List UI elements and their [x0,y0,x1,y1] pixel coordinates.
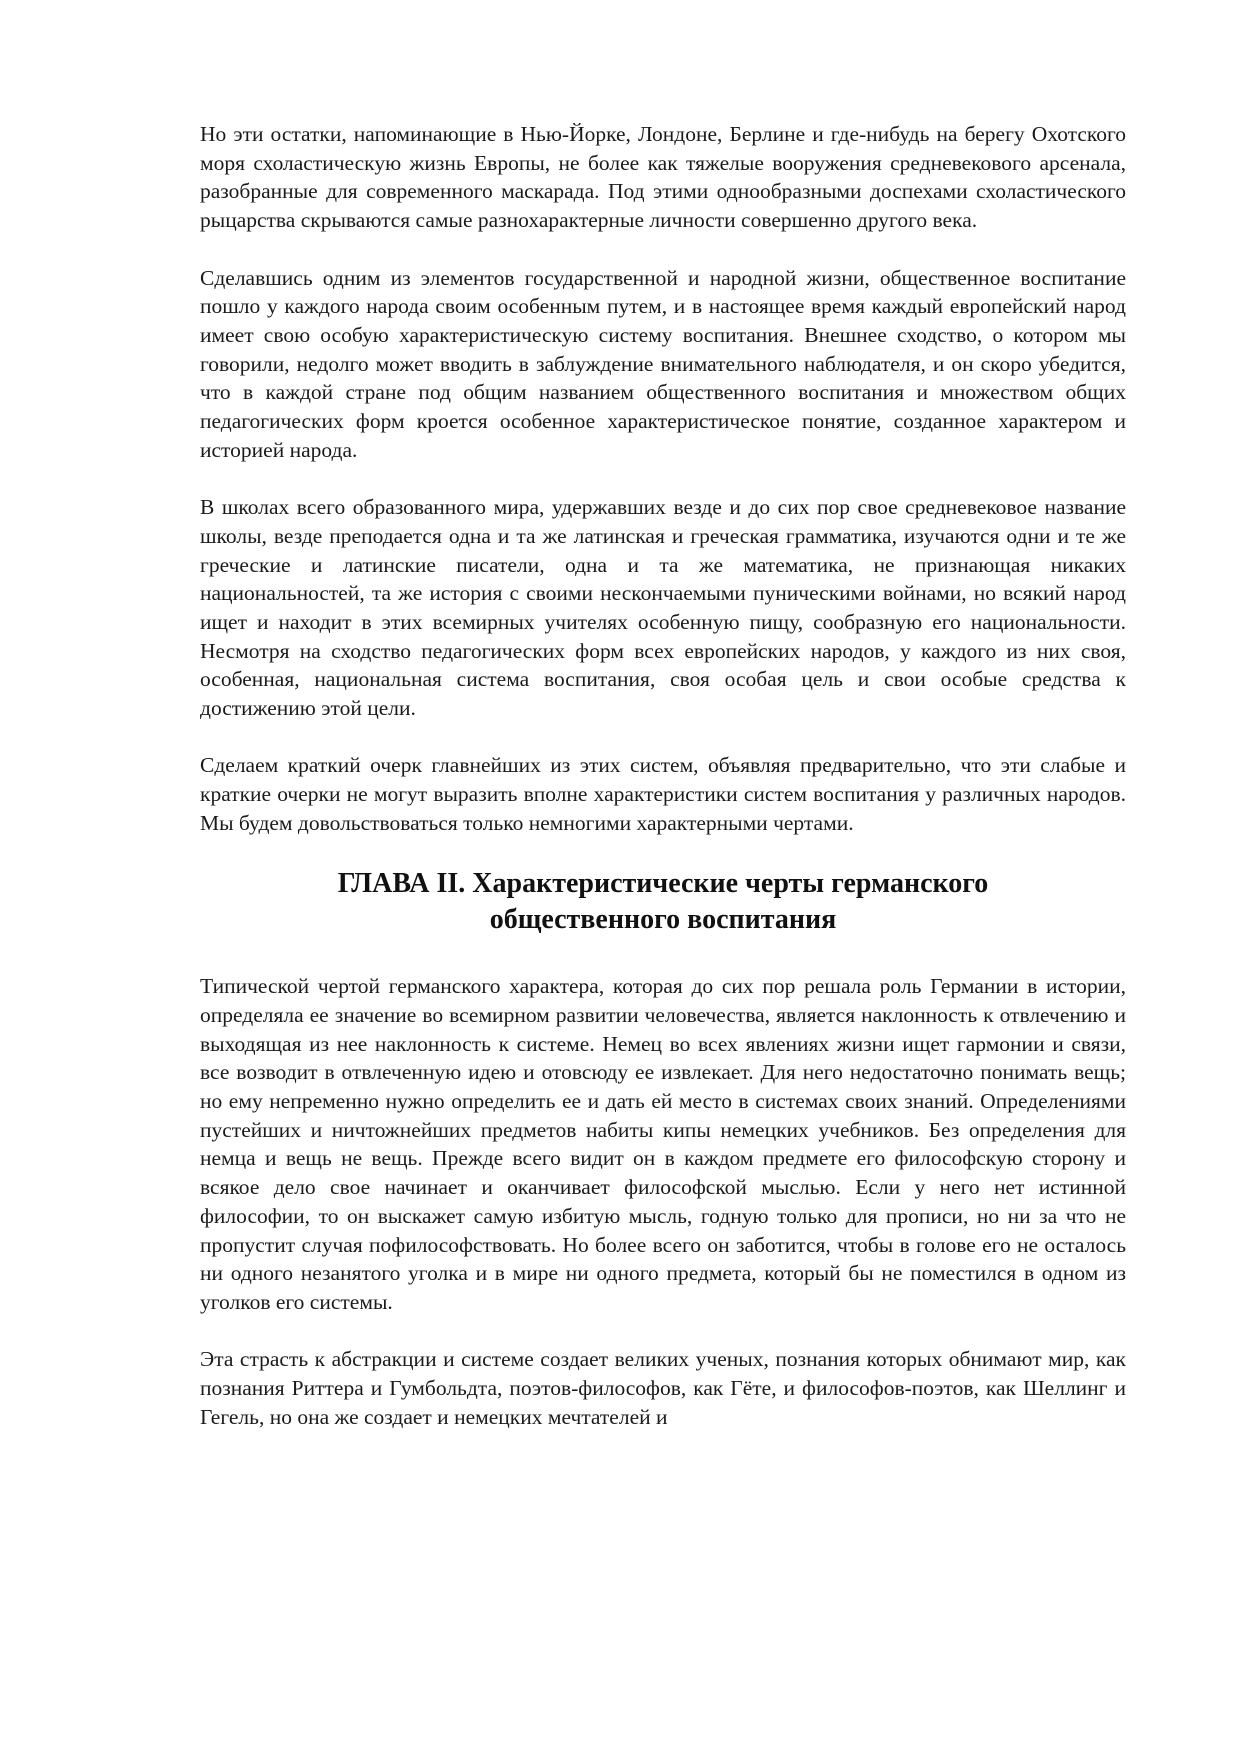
paragraph: Сделаем краткий очерк главнейших из этих систем, объявляя предварительно, что эти слабые и краткие очерки не могут выразить вполне характеристики систем воспитания у различных народов. Мы будем довольствоваться только немногими характерными чертами. [200,753,1126,835]
chapter-title-line-1: ГЛАВА II. Характеристические черты германского [337,868,989,900]
paragraph: Типической чертой германского характера, которая до сих пор решала роль Германии в истории, определяла ее значение во всемирном развитии человечества, является наклонность к отвлечению и выходящая из нее наклонность к системе. Немец во всех явлениях жизни ищет гармонии и связи, все возводит в отвлеченную идею и отовсюду ее извлекает. Для него недостаточно понимать вещь; но ему непременно нужно определить ее и дать ей место в системах своих знаний. Определениями пустейших и ничтожнейших предметов набиты кипы немецких учебников. Без определения для немца и вещь не вещь. Прежде всего видит он в каждом предмете его философскую сторону и всякое дело свое начинает и оканчивает философской мыслью. Если у него нет истинной философии, то он выскажет самую избитую мысль, годную только для прописи, но ни за что не пропустит случая пофилософствовать. Но более всего он заботится, чтобы в голове его не осталось ни одного незанятого уголка и в мире ни одного предмета, который бы не поместился в одном из уголков его системы. [200,974,1126,1314]
chapter-title-line-2: общественного воспитания [489,904,837,936]
chapter-title [200,866,1126,938]
paragraph: Эта страсть к абстракции и системе создает великих ученых, познания которых обнимают мир, как познания Риттера и Гумбольдта, поэтов-философов, как Гёте, и философов-поэтов, как Шеллинг и Гегель, но она же создает и немецких мечтателей и [200,1347,1126,1429]
paragraph: Сделавшись одним из элементов государственной и народной жизни, общественное воспитание пошло у каждого народа своим особенным путем, и в настоящее время каждый европейский народ имеет свою особую характеристическую систему воспитания. Внешнее сходство, о котором мы говорили, недолго может вводить в заблуждение внимательного наблюдателя, и он скоро убедится, что в каждой стране под общим названием общественного воспитания и множеством общих педагогических форм кроется особенное характеристическое понятие, созданное характером и историей народа. [200,265,1126,462]
document-page [200,120,1126,1431]
paragraph: Но эти остатки, напоминающие в Нью-Йорке, Лондоне, Берлине и где-нибудь на берегу Охотского моря схоластическую жизнь Европы, не более как тяжелые вооружения средневекового арсенала, разобранные для современного маскарада. Под этими однообразными доспехами схоластического рыцарства скрываются самые разнохарактерные личности совершенно другого века. [200,122,1126,233]
paragraph: В школах всего образованного мира, удержавших везде и до сих пор свое средневековое название школы, везде преподается одна и та же латинская и греческая грамматика, изучаются одни и те же греческие и латинские писатели, одна и та же математика, не признающая никаких национальностей, та же история с своими нескончаемыми пуническими войнами, но всякий народ ищет и находит в этих всемирных учителях особенную пищу, сообразную его национальности. Несмотря на сходство педагогических форм всех европейских народов, у каждого из них своя, особенная, национальная система воспитания, своя особая цель и свои особые средства к достижению этой цели. [200,495,1126,721]
